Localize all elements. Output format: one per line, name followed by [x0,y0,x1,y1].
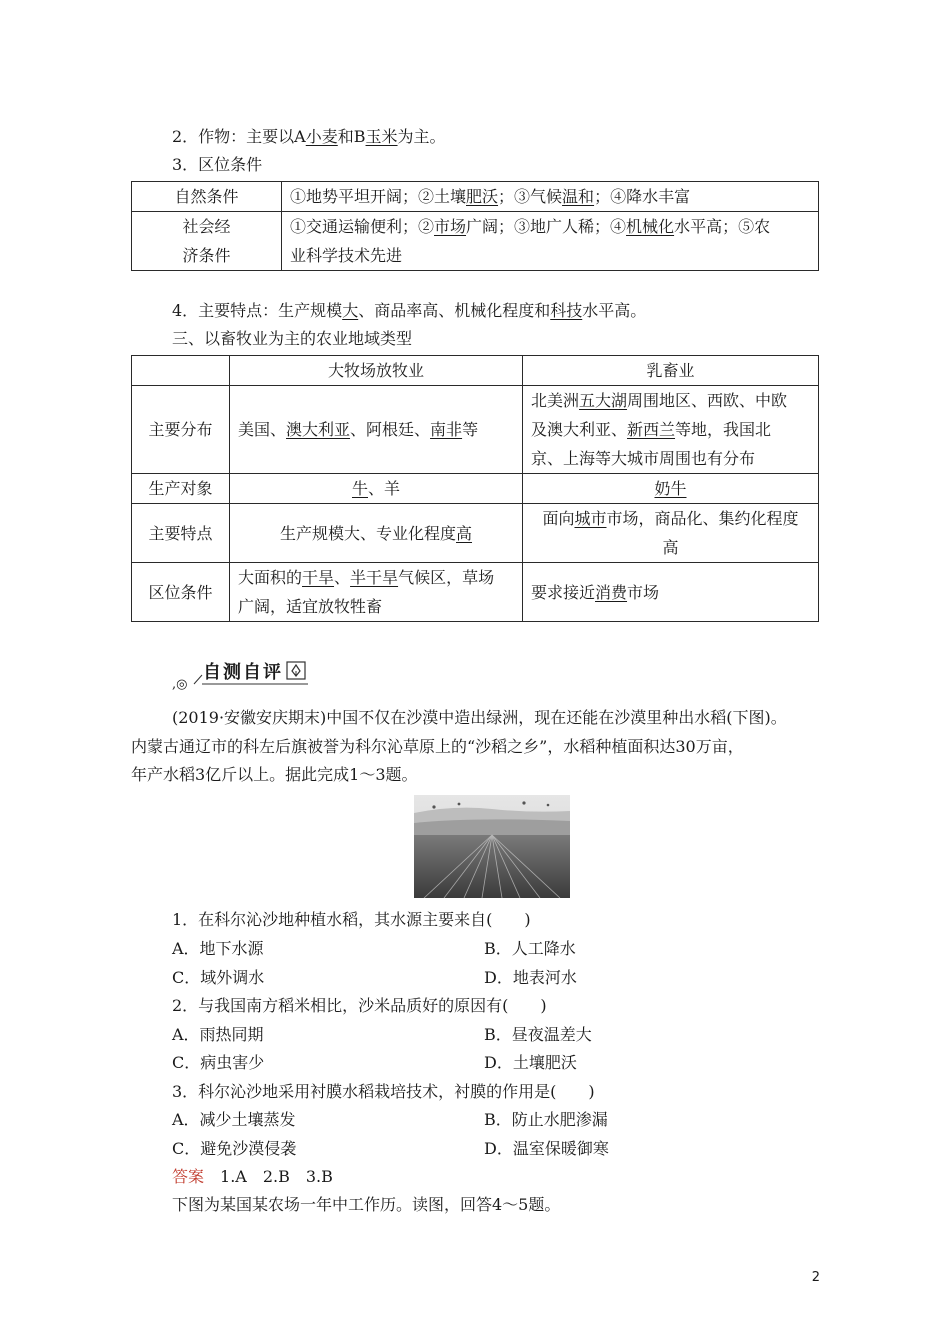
main-features-line: 4．主要特点：生产规模大、商品率高、机械化程度和科技水平高。 [172,301,647,320]
table-row [132,212,819,271]
q3-option-d: D．温室保暖御寒 [484,1139,609,1158]
q3-option-a: A．减少土壤蒸发 [172,1110,296,1129]
intro-line-3: 年产水稻3亿斤以上。据此完成1～3题。 [131,765,418,784]
dairy-distribution: 北美洲五大湖周围地区、西欧、中欧 及澳大利亚、新西兰等地，我国北 京、上海等大城市周围也有分布 [523,386,819,474]
dairy-header: 乳畜业 [523,356,819,386]
answer-values: 1.A 2.B 3.B [220,1167,333,1186]
ranching-features: 生产规模大、专业化程度高 [230,504,523,563]
ranching-location: 大面积的干旱、半干旱气候区，草场 广阔，适宜放牧牲畜 [230,563,523,622]
table-row [132,563,819,622]
q2-option-c: C．病虫害少 [172,1053,265,1072]
socioeconomic-conditions-label: 社会经 济条件 [132,212,282,271]
ranching-object: 牛、羊 [230,474,523,504]
dairy-location: 要求接近消费市场 [523,563,819,622]
answer-line [172,1166,333,1188]
natural-conditions-label: 自然条件 [132,182,282,212]
location-label: 区位条件 [132,563,230,622]
page-number: 2 [811,1270,820,1285]
q1-option-c: C．域外调水 [172,968,265,987]
empty-header-cell [132,356,230,386]
desert-rice-field-photo [414,795,570,898]
table-row [132,182,819,212]
distribution-label: 主要分布 [132,386,230,474]
table-row [132,504,819,563]
q3-option-c: C．避免沙漠侵袭 [172,1139,297,1158]
q2-option-a: A．雨热同期 [172,1025,264,1044]
natural-conditions-value: ①地势平坦开阔；②土壤肥沃；③气候温和；④降水丰富 [282,182,819,212]
table-row [132,386,819,474]
badge-prefix: ,◎ [172,677,188,692]
q1-option-b: B．人工降水 [484,939,576,958]
location-conditions-table [131,181,819,271]
q2-option-d: D．土壤肥沃 [484,1053,577,1072]
livestock-types-table [131,355,819,622]
intro-line-1: (2019·安徽安庆期末)中国不仅在沙漠中造出绿洲，现在还能在沙漠里种出水稻(下图)。 [172,708,787,727]
features-label: 主要特点 [132,504,230,563]
question-3-stem: 3．科尔沁沙地采用衬膜水稻栽培技术，衬膜的作用是( ) [172,1082,595,1101]
socioeconomic-conditions-value: ①交通运输便利；②市场广阔；③地广人稀；④机械化水平高；⑤农 业科学技术先进 [282,212,819,271]
q1-option-d: D．地表河水 [484,968,577,987]
location-title: 3．区位条件 [172,155,263,174]
badge-title: 自测自评 [203,662,283,683]
question-1-stem: 1．在科尔沁沙地种植水稻，其水源主要来自( ) [172,910,531,929]
intro-line-2: 内蒙古通辽市的科左后旗被誉为科尔沁草原上的“沙稻之乡”，水稻种植面积达30万亩， [131,737,744,756]
section-title: 三、以畜牧业为主的农业地域类型 [172,329,413,348]
next-question-intro: 下图为某国某农场一年中工作历。读图，回答4～5题。 [172,1195,561,1214]
q2-option-b: B．昼夜温差大 [484,1025,592,1044]
production-object-label: 生产对象 [132,474,230,504]
dairy-object: 奶牛 [523,474,819,504]
dairy-features: 面向城市市场，商品化、集约化程度 高 [523,504,819,563]
q1-option-a: A．地下水源 [172,939,264,958]
answer-label: 答案 [172,1167,205,1186]
ranching-distribution: 美国、澳大利亚、阿根廷、南非等 [230,386,523,474]
ranching-header: 大牧场放牧业 [230,356,523,386]
table-header-row [132,356,819,386]
question-2-stem: 2．与我国南方稻米相比，沙米品质好的原因有( ) [172,996,547,1015]
table-row [132,474,819,504]
q3-option-b: B．防止水肥渗漏 [484,1110,608,1129]
self-test-badge [166,655,326,695]
crops-line: 2．作物：主要以A小麦和B玉米为主。 [172,127,446,146]
